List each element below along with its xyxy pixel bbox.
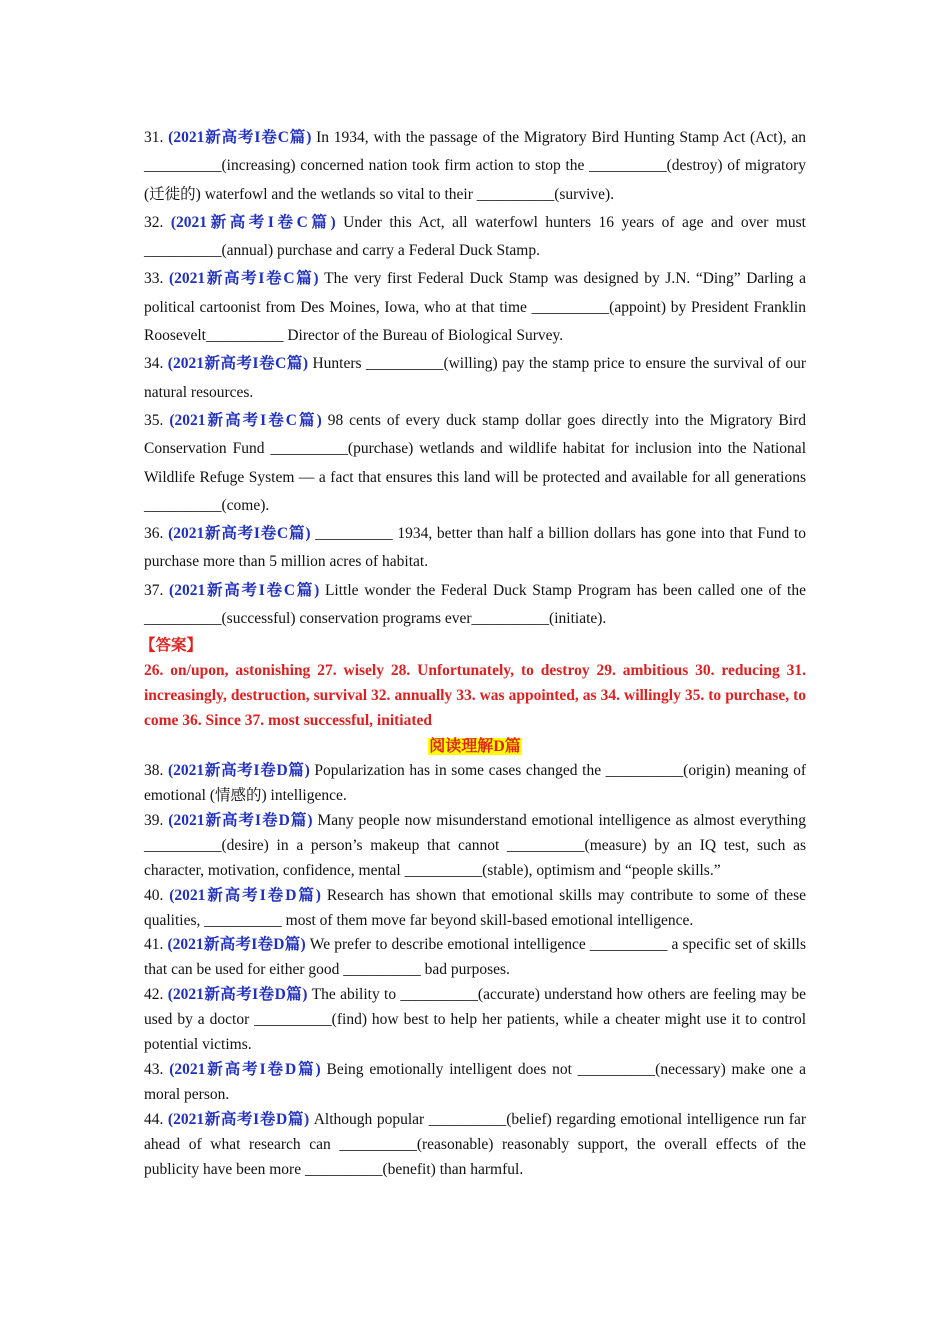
document-page xyxy=(140,124,807,1182)
question-text: We prefer to describe emotional intelligence __________ a specific set of skills that can be used for either good __________ bad purposes. xyxy=(144,936,806,979)
section-heading: 阅读理解D篇 xyxy=(429,738,521,756)
question-text: Hunters __________(willing) pay the stamp price to ensure the survival of our natural resources. xyxy=(144,355,806,401)
question-number: 35. xyxy=(144,411,164,429)
question-source: (2021新高考I卷D篇) xyxy=(167,762,310,780)
question-list-part1 xyxy=(144,124,806,633)
question-item xyxy=(144,520,806,577)
question-item xyxy=(144,983,806,1058)
question-item xyxy=(144,407,806,520)
question-number: 39. xyxy=(144,811,164,829)
question-number: 37. xyxy=(144,581,164,599)
question-item xyxy=(144,124,806,209)
question-text: The ability to __________(accurate) understand how others are feeling may be used by a doctor __________(find) how best to help her patients, while a cheater might use it to control potential victims. xyxy=(144,986,806,1054)
question-text: Research has shown that emotional skills may contribute to some of these qualities, __________ most of them move far beyond skill-based emotional intelligence. xyxy=(144,886,806,929)
question-text: __________ 1934, better than half a billion dollars has gone into that Fund to purchase more than 5 million acres of habitat. xyxy=(144,525,807,571)
question-item xyxy=(144,933,806,983)
question-number: 32. xyxy=(144,213,164,231)
question-list-part2 xyxy=(144,759,806,1182)
question-number: 42. xyxy=(144,986,164,1004)
question-item xyxy=(144,265,806,350)
question-source: (2021新高考I卷C篇) xyxy=(168,525,311,543)
question-item xyxy=(144,350,806,407)
question-text: The very first Federal Duck Stamp was designed by J.N. “Ding” Darling a political cartoonist from Des Moines, Iowa, who at that time __________(appoint) by President Franklin Roosevelt__________ Director of the Bureau of Biological Survey. xyxy=(144,270,806,345)
question-number: 43. xyxy=(144,1060,164,1078)
question-source: (2021新高考I卷D篇) xyxy=(169,886,321,904)
question-text: In 1934, with the passage of the Migratory Bird Hunting Stamp Act (Act), an __________(increasing) concerned nation took firm action to stop the __________(destroy) of migratory (迁徙的) waterfowl and the wetlands so vital to their __________(survive). xyxy=(144,129,807,203)
question-source: (2021新高考I卷C篇) xyxy=(168,270,319,288)
answer-heading: 【答案】 xyxy=(140,637,203,655)
question-item xyxy=(144,577,806,634)
question-item xyxy=(144,1058,806,1108)
question-number: 34. xyxy=(144,355,164,373)
question-text: Popularization has in some cases changed the __________(origin) meaning of emotional (情感的) intelligence. xyxy=(144,762,806,804)
question-item xyxy=(144,759,806,809)
question-source: (2021新高考I卷C篇) xyxy=(168,129,312,146)
question-text: Being emotionally intelligent does not __________(necessary) make one a moral person. xyxy=(144,1060,806,1103)
question-number: 41. xyxy=(144,936,164,954)
question-number: 38. xyxy=(144,762,164,780)
question-text: 98 cents of every duck stamp dollar goes directly into the Migratory Bird Conservation Fund __________(purchase) wetlands and wildlife habitat for inclusion into the National Wildlife Refuge System — a fact that ensures this land will be protected and available for all generations __________(come). xyxy=(144,411,806,514)
question-source: (2021新高考I卷D篇) xyxy=(169,1060,321,1078)
question-source: (2021新高考I卷D篇) xyxy=(168,811,313,829)
question-source: (2021新高考I卷C篇) xyxy=(169,581,320,599)
question-text: Under this Act, all waterfowl hunters 16 years of age and over must __________(annual) purchase and carry a Federal Duck Stamp. xyxy=(144,213,806,260)
question-number: 36. xyxy=(144,525,164,543)
question-source: (2021新高考I卷C篇) xyxy=(170,213,336,231)
question-source: (2021新高考I卷C篇) xyxy=(167,355,309,373)
question-source: (2021新高考I卷D篇) xyxy=(167,1110,310,1128)
section-heading-wrap xyxy=(144,734,806,759)
question-item xyxy=(144,209,806,266)
question-text: Many people now misunderstand emotional intelligence as almost everything __________(desire) in a person’s makeup that cannot __________(measure) by an IQ test, such as character, motivation, confidence, mental __________(stable), optimism and “people skills.” xyxy=(144,811,807,879)
question-number: 33. xyxy=(144,270,164,288)
question-source: (2021新高考I卷C篇) xyxy=(169,411,322,429)
question-item xyxy=(144,1108,806,1183)
question-item xyxy=(144,884,806,934)
question-number: 40. xyxy=(144,886,164,904)
question-text: Although popular __________(belief) regarding emotional intelligence run far ahead of what research can __________(reasonable) reasonably support, the overall effects of the publicity have been more __________(benefit) than harmful. xyxy=(144,1110,806,1178)
question-source: (2021新高考I卷D篇) xyxy=(167,936,306,954)
question-source: (2021新高考I卷D篇) xyxy=(167,986,308,1004)
answer-key: 26. on/upon, astonishing 27. wisely 28. Unfortunately, to destroy 29. ambitious 30. reducing 31. increasingly, destruction, survival 32. annually 33. was appointed, as 34. willingly 35. to purchase, to come 36. Since 37. most successful, initiated xyxy=(144,662,806,730)
question-item xyxy=(144,809,806,884)
question-number: 31. xyxy=(144,129,164,146)
question-text: Little wonder the Federal Duck Stamp Program has been called one of the __________(successful) conservation programs ever__________(initiate). xyxy=(144,581,806,628)
question-number: 44. xyxy=(144,1110,164,1128)
